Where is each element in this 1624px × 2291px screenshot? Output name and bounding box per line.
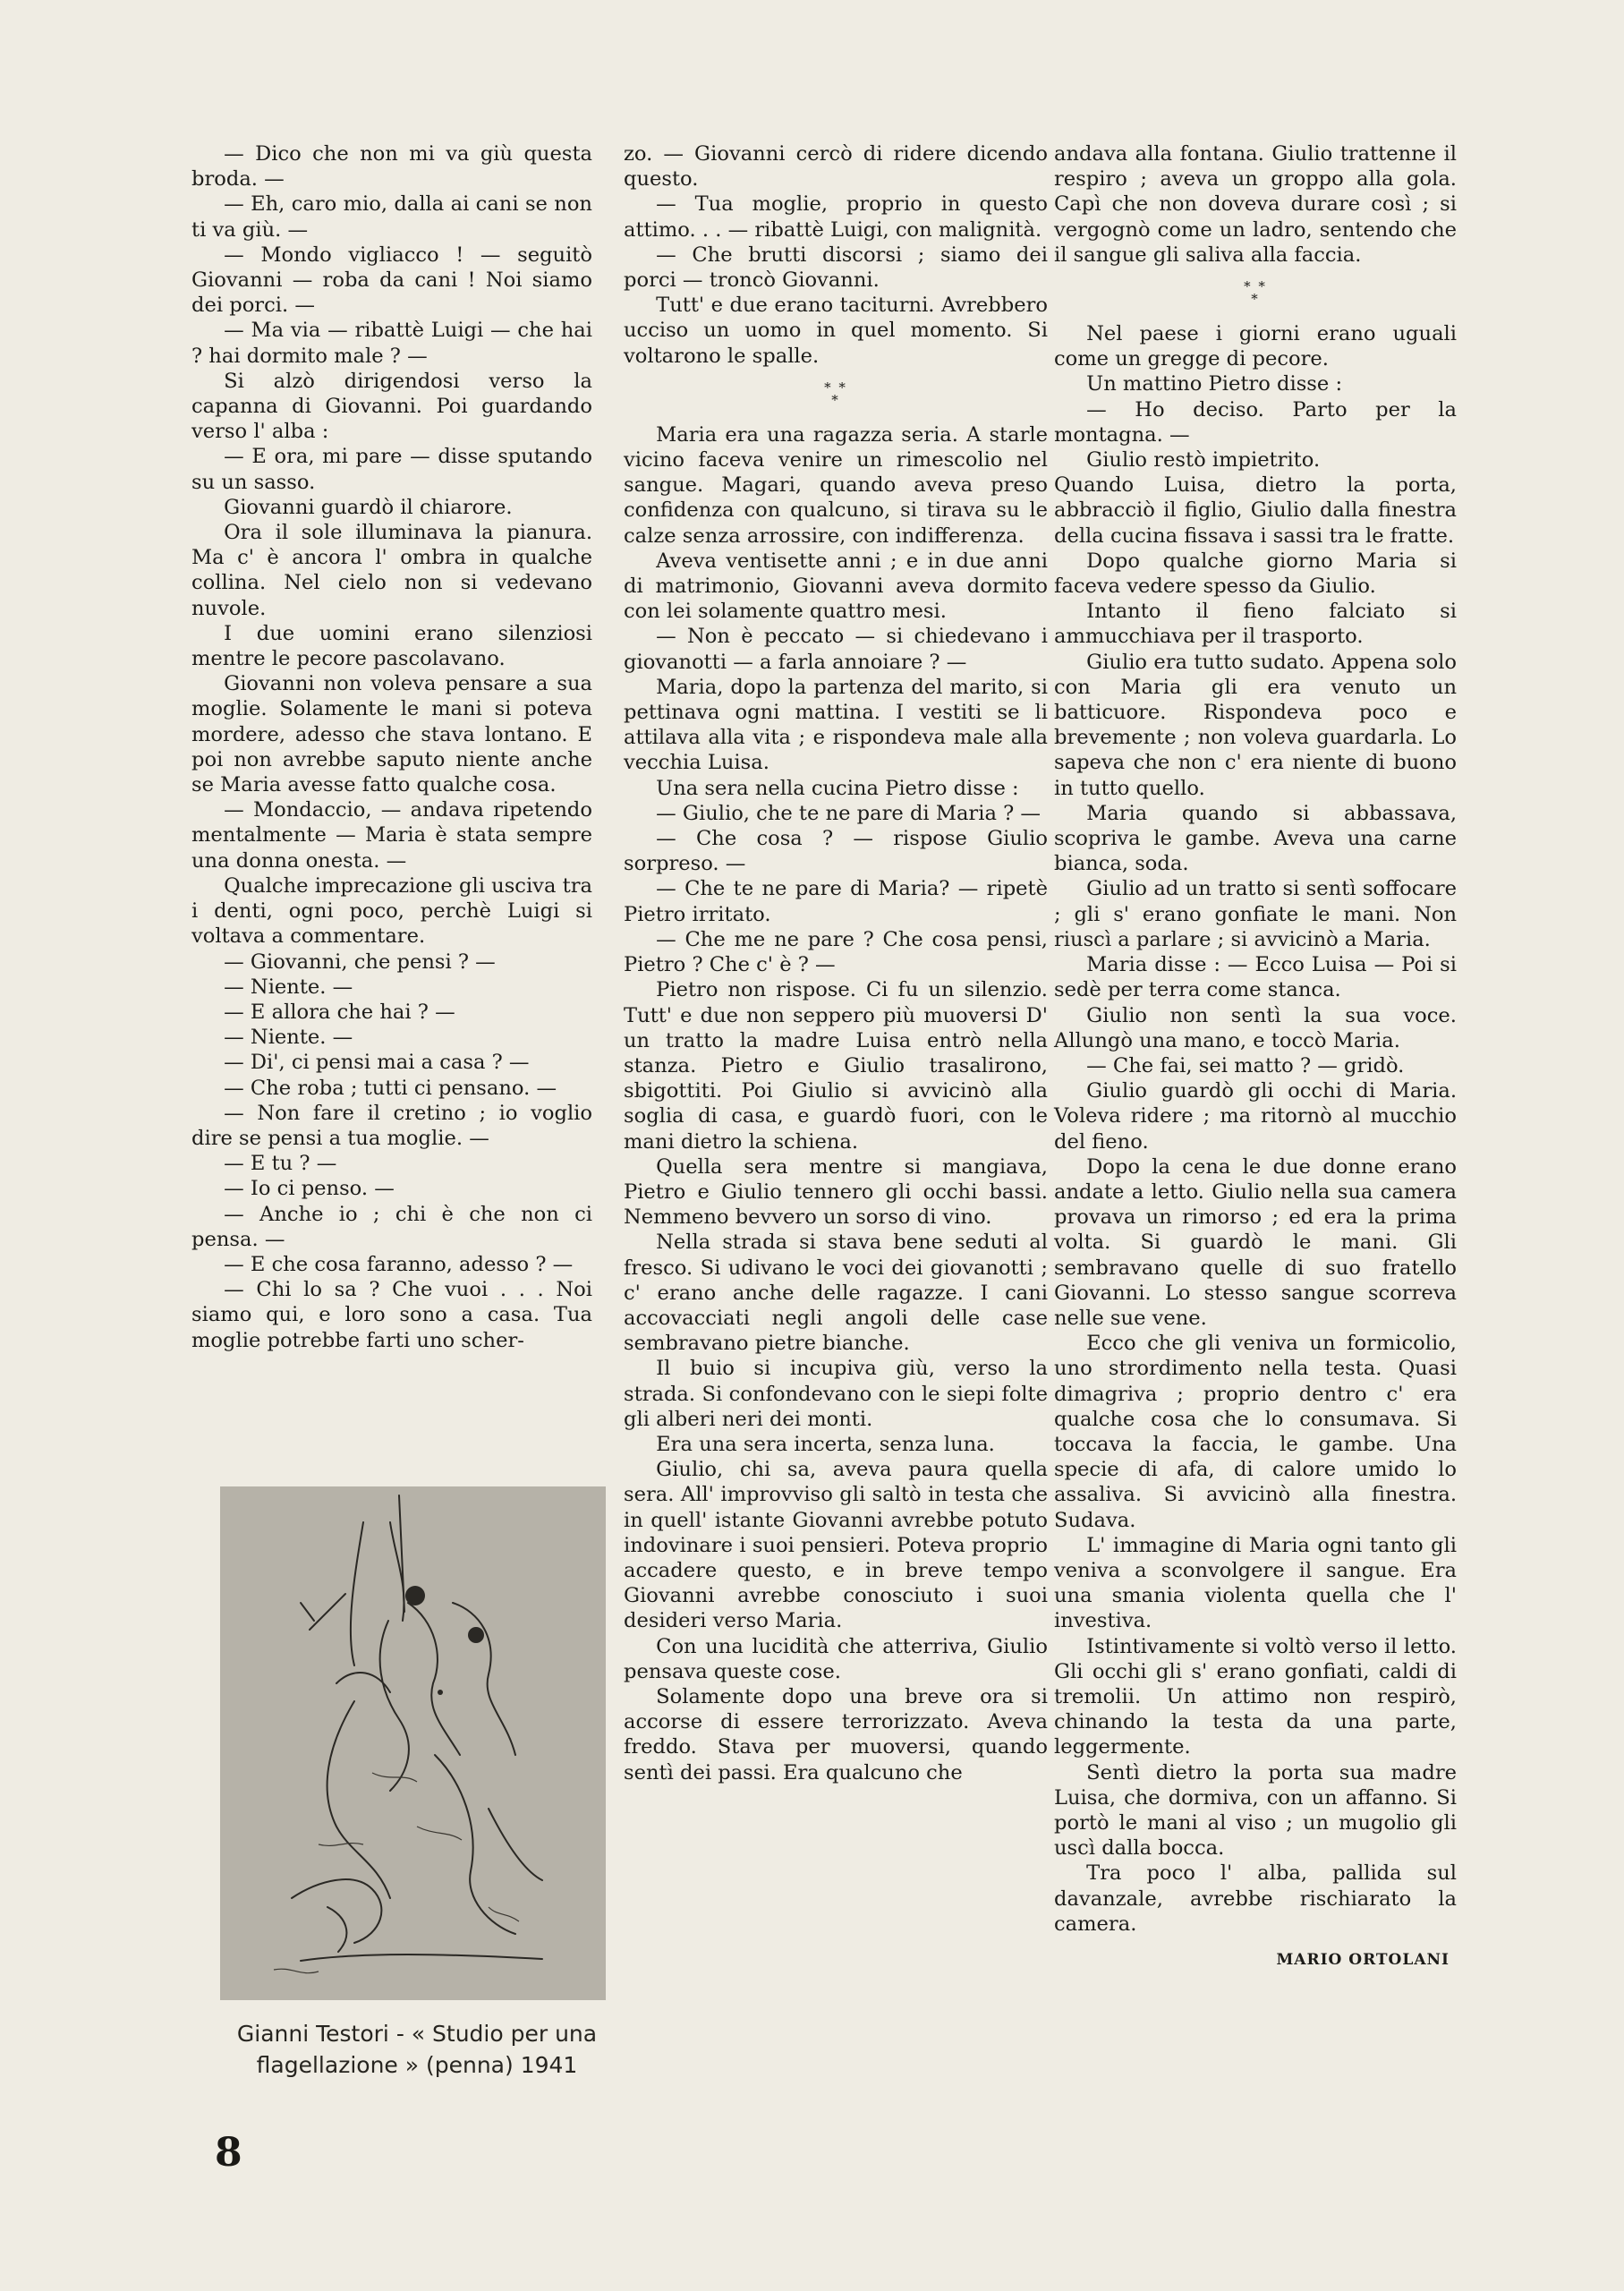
paragraph: Giulio restò impietrito.: [1086, 448, 1321, 473]
paragraph: — Di', ci pensi mai a casa ? —: [224, 1051, 530, 1075]
pen-drawing-illustration: [220, 1486, 606, 2000]
paragraph: Giulio, chi sa, aveva paura quella sera. All' improvviso gli saltò in testa che in quell' istante Giovanni avrebbe potuto indovinare i suoi pensieri. Poteva proprio accadere questo, e in breve tempo Giovanni avrebbe conosciuto i suoi desideri verso Maria.: [624, 1458, 1048, 1633]
paragraph: — E ora, mi pare — disse sputando su un sasso.: [191, 445, 592, 494]
paragraph: — Anche io ; chi è che non ci pensa. —: [191, 1202, 592, 1251]
separator-line: * *: [824, 379, 847, 396]
paragraph: Istintivamente si voltò verso il letto. Gli occhi gli s' erano gonfiati, caldi di tremolii. Un attimo non respirò, chinando la testa da una parte, leggermente.: [1054, 1634, 1457, 1759]
paragraph: Intanto il fieno falciato si ammucchiava per il trasporto.: [1054, 600, 1457, 649]
paragraph: Maria, dopo la partenza del marito, si pettinava ogni mattina. I vestiti se li attilava alla vita ; e rispondeva male alla vecchia Luisa.: [624, 675, 1048, 775]
paragraph: L' immagine di Maria ogni tanto gli veniva a sconvolgere il sangue. Era una smania violenta quella che l' investiva.: [1054, 1533, 1457, 1633]
caption-line: flagellazione » (penna) 1941: [256, 2052, 578, 2078]
paragraph: Tra poco l' alba, pallida sul davanzale, avrebbe rischiarato la camera.: [1054, 1861, 1457, 1936]
paragraph: — Niente. —: [224, 975, 353, 999]
paragraph: Giovanni non voleva pensare a sua moglie. Solamente le mani si poteva mordere, adesso che stava lontano. E poi non avrebbe saputo niente anche se Maria avesse fatto qualche cosa.: [191, 672, 592, 797]
paragraph: Il buio si incupiva giù, verso la strada. Si confondevano con le siepi folte gli alberi neri dei monti.: [624, 1357, 1048, 1431]
paragraph: Quella sera mentre si mangiava, Pietro e Giulio tennero gli occhi bassi. Nemmeno bevvero un sorso di vino.: [624, 1154, 1048, 1230]
paragraph: Giovanni guardò il chiarore.: [224, 495, 513, 519]
paragraph: — Giulio, che te ne pare di Maria ? —: [656, 801, 1042, 825]
paragraph: — Che me ne pare ? Che cosa pensi, Pietro ? Che c' è ? —: [624, 927, 1048, 977]
paragraph: andava alla fontana. Giulio trattenne il respiro ; aveva un groppo alla gola. Capì che non doveva durare così ; si vergognò come un ladro, sentendo che il sangue gli saliva alla faccia.: [1054, 142, 1457, 267]
text-column-1: [191, 141, 592, 1353]
illustration-caption: [220, 2018, 614, 2081]
paragraph: Nel paese i giorni erano uguali come un gregge di pecore.: [1054, 322, 1457, 371]
paragraph: Si alzò dirigendosi verso la capanna di Giovanni. Poi guardando verso l' alba :: [191, 369, 592, 444]
paragraph: — Che cosa ? — rispose Giulio sorpreso. —: [624, 827, 1048, 876]
paragraph: Ora il sole illuminava la pianura. Ma c' è ancora l' ombra in qualche collina. Nel cielo non si vedevano nuvole.: [191, 521, 592, 620]
separator-line: * *: [1244, 278, 1267, 295]
paragraph: Maria era una ragazza seria. A starle vicino faceva venire un rimescolio nel sangue. Magari, quando aveva preso confidenza con qualcuno, si tirava su le calze senza arrossire, con indifferenza.: [624, 422, 1048, 548]
paragraph: zo. — Giovanni cercò di ridere dicendo questo.: [624, 142, 1048, 192]
paragraph: — Dico che non mi va giù questa broda. —: [191, 142, 592, 192]
paragraph: — E tu ? —: [224, 1152, 337, 1176]
paragraph: — Che fai, sei matto ? — gridò.: [1086, 1053, 1405, 1077]
paragraph: Giulio era tutto sudato. Appena solo con Maria gli era venuto un batticuore. Rispondeva poco e brevemente ; non voleva guardarla. Lo sapeva che non c' era niente di buono in tutto quello.: [1054, 650, 1457, 800]
paragraph: Qualche imprecazione gli usciva tra i denti, ogni poco, perchè Luigi si voltava a commentare.: [191, 873, 592, 949]
paragraph: — E che cosa faranno, adesso ? —: [224, 1252, 574, 1276]
paragraph: Pietro non rispose. Ci fu un silenzio. Tutt' e due non seppero più muoversi D' un tratto la madre Luisa entrò nella stanza. Pietro e Giulio trasalirono, sbigottiti. Poi Giulio si avvicinò alla soglia di casa, e guardò fuori, con le mani dietro la schiena.: [624, 978, 1048, 1154]
section-separator: [624, 381, 1048, 406]
paragraph: Sentì dietro la porta sua madre Luisa, che dormiva, con un affanno. Si portò le mani al viso ; un mugolio gli uscì dalla bocca.: [1054, 1760, 1457, 1861]
paragraph: Ecco che gli veniva un formicolio, uno strordimento nella testa. Quasi dimagriva ; proprio dentro c' era qualche cosa che lo consumava. Si toccava la faccia, le gambe. Una specie di afa, di calore umido lo assaliva. Si avvicinò alla finestra. Sudava.: [1054, 1332, 1457, 1532]
author-signature: MARIO ORTOLANI: [1276, 1951, 1450, 1970]
separator-line: *: [1251, 291, 1260, 308]
paragraph: Solamente dopo una breve ora si accorse di essere terrorizzato. Aveva freddo. Stava per muoversi, quando sentì dei passi. Era qualcuno che: [624, 1684, 1048, 1784]
paragraph: — Giovanni, che pensi ? —: [224, 950, 496, 974]
paragraph: Con una lucidità che atterriva, Giulio pensava queste cose.: [624, 1634, 1048, 1683]
paragraph: Nella strada si stava bene seduti al fresco. Si udivano le voci dei giovanotti ; c' erano anche delle ragazze. I cani accovacciati negli angoli delle case sembravano pietre bianche.: [624, 1231, 1048, 1356]
paragraph: Maria disse : — Ecco Luisa — Poi si sedè per terra come stanca.: [1054, 953, 1457, 1002]
paragraph: I due uomini erano silenziosi mentre le pecore pascolavano.: [191, 621, 592, 671]
separator-line: *: [831, 391, 840, 408]
paragraph: Giulio ad un tratto si sentì soffocare ; gli s' erano gonfiate le mani. Non riuscì a parlare ; si avvicinò a Maria.: [1054, 877, 1457, 951]
page-number: 8: [215, 2130, 242, 2176]
paragraph: Giulio non sentì la sua voce. Allungò una mano, e toccò Maria.: [1054, 1003, 1457, 1052]
paragraph: — Che te ne pare di Maria? — ripetè Pietro irritato.: [624, 877, 1048, 926]
paragraph: — Non fare il cretino ; io voglio dire se pensi a tua moglie. —: [191, 1101, 592, 1150]
paragraph: — Mondaccio, — andava ripetendo mentalmente — Maria è stata sempre una donna onesta. —: [191, 798, 592, 873]
paragraph: — Ho deciso. Parto per la montagna. —: [1054, 397, 1457, 447]
paragraph: — Eh, caro mio, dalla ai cani se non ti va giù. —: [191, 192, 592, 242]
paragraph: — Che roba ; tutti ci pensano. —: [224, 1076, 557, 1100]
paragraph: Quando Luisa, dietro la porta, abbracciò il figlio, Giulio dalla finestra della cucina fissava i sassi tra le fratte.: [1054, 473, 1457, 548]
paragraph: — Tua moglie, proprio in questo attimo. . . — ribattè Luigi, con malignità.: [624, 192, 1048, 242]
section-separator: [1054, 278, 1457, 308]
paragraph: Giulio guardò gli occhi di Maria. Voleva ridere ; ma ritornò al mucchio del fieno.: [1054, 1079, 1457, 1154]
paragraph: — Chi lo sa ? Che vuoi . . . Noi siamo qui, e loro sono a casa. Tua moglie potrebbe farti uno scher-: [191, 1278, 592, 1352]
paragraph: — Ma via — ribattè Luigi — che hai ? hai dormito male ? —: [191, 319, 592, 368]
paragraph: Un mattino Pietro disse :: [1086, 372, 1343, 396]
paragraph: Era una sera incerta, senza luna.: [656, 1432, 995, 1456]
paragraph: Maria quando si abbassava, scopriva le gambe. Aveva una carne bianca, soda.: [1054, 801, 1457, 876]
paragraph: Aveva ventisette anni ; e in due anni di matrimonio, Giovanni aveva dormito con lei solamente quattro mesi.: [624, 549, 1048, 624]
paragraph: — Io ci penso. —: [224, 1177, 395, 1201]
caption-line: Gianni Testori - « Studio per una: [236, 2021, 598, 2047]
paragraph: — E allora che hai ? —: [224, 1000, 455, 1024]
paragraph: — Non è peccato — si chiedevano i giovanotti — a farla annoiare ? —: [624, 625, 1048, 674]
paragraph: Dopo la cena le due donne erano andate a letto. Giulio nella sua camera provava un rimorso ; ed era la prima volta. Si guardò le mani. Gli sembravano quelle di suo fratello Giovanni. Lo stesso sangue scorreva nelle sue vene.: [1054, 1154, 1457, 1330]
paragraph: — Niente. —: [224, 1026, 353, 1050]
flagellation-sketch: [220, 1486, 606, 2000]
paragraph: Tutt' e due erano taciturni. Avrebbero ucciso un uomo in quel momento. Si voltarono le spalle.: [624, 294, 1048, 368]
paragraph: Una sera nella cucina Pietro disse :: [656, 776, 1019, 800]
text-column-3: [1054, 141, 1457, 1972]
paragraph: — Che brutti discorsi ; siamo dei porci — troncò Giovanni.: [624, 243, 1048, 293]
paragraph: Dopo qualche giorno Maria si faceva vedere spesso da Giulio.: [1054, 549, 1457, 599]
text-column-2: [624, 141, 1048, 1785]
paragraph: — Mondo vigliacco ! — seguitò Giovanni — roba da cani ! Noi siamo dei porci. —: [191, 243, 592, 318]
